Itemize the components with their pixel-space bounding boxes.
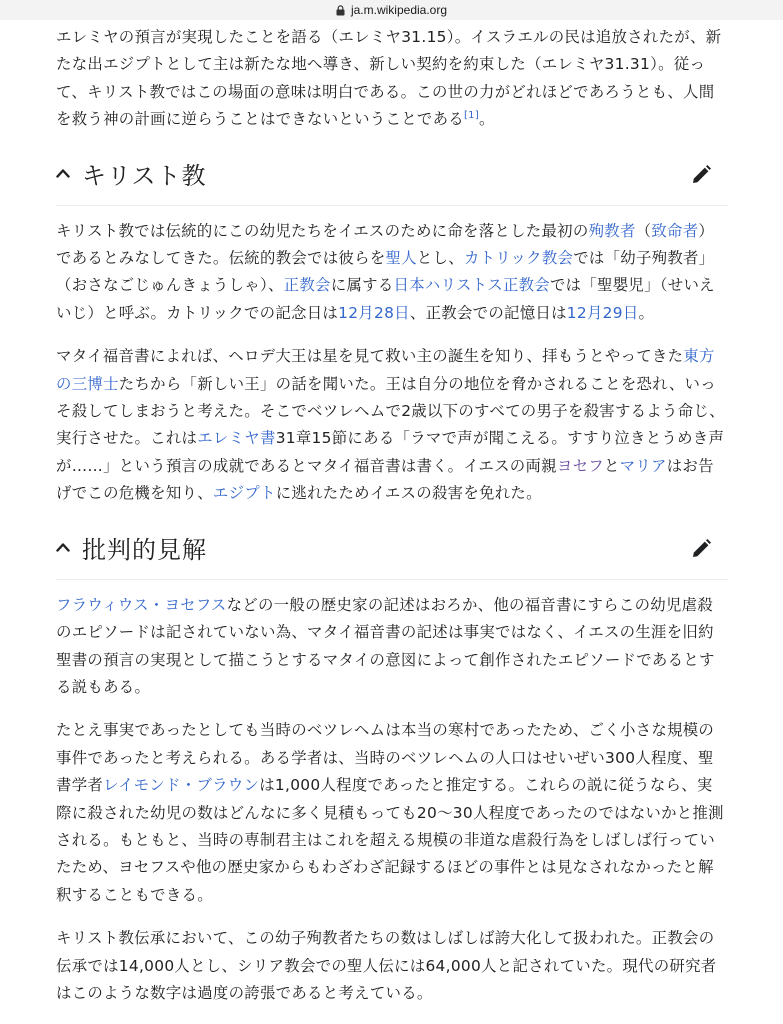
link-orthodox-church[interactable]: 正教会	[283, 276, 331, 295]
critical-paragraph-1: フラウィウス・ヨセフスなどの一般の歴史家の記述はおろか、他の福音書にすらこの幼児虐殺のエピソードは記されていない為、マタイ福音書の記述は事実ではなく、イエスの生涯を旧約聖書の預言の実現として描こうとするマタイの意図によって創作されたエピソードであるとする説もある。	[56, 595, 715, 696]
link-december-28[interactable]: 12月28日	[338, 303, 410, 322]
link-joseph[interactable]: ヨセフ	[556, 456, 604, 475]
article-content	[56, 24, 728, 1007]
edit-pencil-icon[interactable]	[690, 164, 712, 186]
link-catholic-church[interactable]: カトリック教会	[463, 249, 574, 268]
link-chimeisha[interactable]: 致命者	[651, 221, 699, 240]
link-raymond-brown[interactable]: レイモンド・ブラウン	[103, 776, 260, 795]
link-mary[interactable]: マリア	[619, 456, 667, 475]
chevron-up-icon[interactable]	[56, 168, 70, 178]
link-book-of-jeremiah[interactable]: エレミヤ書	[197, 429, 276, 448]
link-flavius-josephus[interactable]: フラウィウス・ヨセフス	[56, 595, 227, 614]
christianity-paragraph-2: マタイ福音書によれば、ヘロデ大王は星を見て救い主の誕生を知り、拝もうとやってきた東方の三博士たちから「新しい王」の話を聞いた。王は自分の地位を脅かされることを恐れ、いっそ殺してしまおうと考えた。そこでベツレヘムで2歳以下のすべての男子を殺害するよう命じ、実行させた。これはエレミヤ書31章15節にある「ラマで声が聞こえる。すすり泣きとうめき声が……」という預言の成就であるとマタイ福音書は書く。イエスの両親ヨセフとマリアはお告げでこの危機を知り、エジプトに逃れたためイエスの殺害を免れた。	[56, 347, 725, 503]
christianity-paragraph-1: キリスト教では伝統的にこの幼児たちをイエスのために命を落とした最初の殉教者（致命者）であるとみなしてきた。伝統的教会では彼らを聖人とし、カトリック教会では「幼子殉教者」（おさなごじゅんきょうしゃ）、正教会に属する日本ハリストス正教会では「聖嬰児」（せいえいじ）と呼ぶ。カトリックでの記念日は12月28日、正教会での記憶日は12月29日。	[56, 221, 715, 322]
browser-url-bar[interactable]	[0, 0, 783, 20]
link-magi[interactable]: 東方の三博士	[56, 347, 715, 393]
section-header-critical-view[interactable]	[56, 516, 728, 580]
url-text: ja.m.wikipedia.org	[350, 3, 448, 17]
critical-paragraph-2: たとえ事実であったとしても当時のベツレヘムは本当の寒村であったため、ごく小さな規模の事件であったと考えられる。ある学者は、当時のベツレヘムの人口はせいぜい300人程度、聖書学者レイモンド・ブラウンは1,000人程度であったと推定する。これらの説に従うなら、実際に殺された幼児の数はどんなに多く見積もっても20〜30人程度であったのではないかと推測される。もともと、当時の専制君主はこれを超える規模の非道な虐殺行為をしばしば行っていたため、ヨセフスや他の歴史家からもわざわざ記録するほどの事件とは見なされなかったと解釈することもできる。	[56, 721, 724, 904]
link-saint[interactable]: 聖人	[385, 249, 417, 268]
critical-paragraph-3: キリスト教伝承において、この幼子殉教者たちの数はしばしば誇大化して扱われた。正教会の伝承では14,000人とし、シリア教会での聖人伝には64,000人と記されていた。現代の研究者はこのような数字は過度の誇張であると考えている。	[56, 929, 717, 1002]
chevron-up-icon[interactable]	[56, 542, 70, 552]
link-december-29[interactable]: 12月29日	[566, 303, 639, 322]
section-header-christianity[interactable]	[56, 142, 728, 206]
link-martyr[interactable]: 殉教者	[588, 221, 636, 240]
edit-pencil-icon[interactable]	[690, 538, 712, 560]
link-egypt[interactable]: エジプト	[212, 484, 276, 503]
reference-link-1[interactable]: [1]	[463, 110, 480, 122]
lock-icon	[336, 5, 345, 16]
link-japanese-orthodox-church[interactable]: 日本ハリストス正教会	[393, 276, 550, 295]
section-title-critical-view: 批判的見解	[82, 535, 207, 564]
intro-paragraph: エレミヤの預言が実現したことを語る（エレミヤ31.15）。イスラエルの民は追放されたが、新たな出エジプトとして主は新たな地へ導き、新しい契約を約束した（エレミヤ31.31）。従って、キリスト教ではこの場面の意味は明白である。この世の力がどれほどであろうとも、人間を救う神の計画に逆らうことはできないということである[1]。	[56, 28, 722, 129]
section-title-christianity: キリスト教	[82, 161, 207, 190]
